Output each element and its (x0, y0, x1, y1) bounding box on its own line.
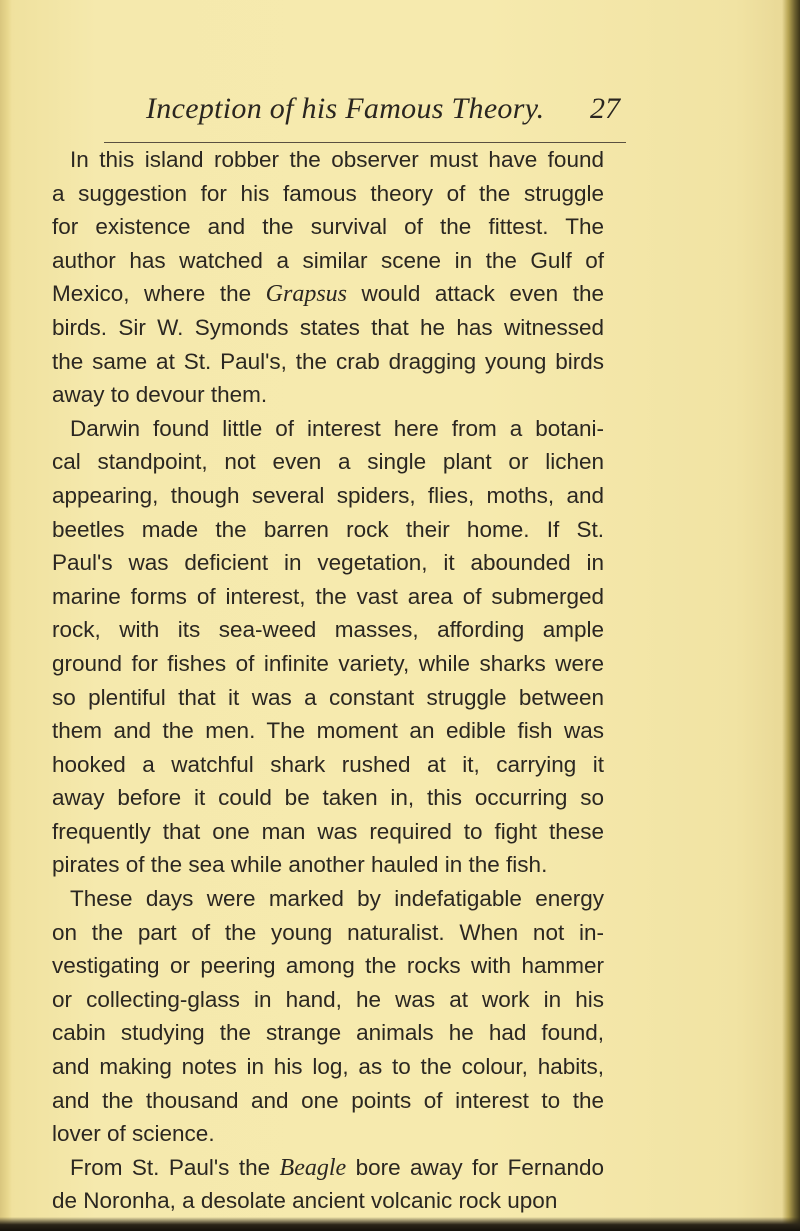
text-line: for existence and the survival of the fittest. The (52, 214, 604, 240)
running-title: Inception of his Famous Theory. (146, 92, 545, 125)
text-line: cal standpoint, not even a single plant or lichen (52, 449, 604, 475)
text-line: From St. Paul's the Beagle bore away for Fernando (70, 1154, 604, 1181)
text-line: beetles made the barren rock their home. If St. (52, 516, 604, 542)
text-line: These days were marked by indefatigable energy (70, 886, 604, 912)
text-line: rock, with its sea-weed masses, affording ample (52, 617, 604, 643)
text-line: and the thousand and one points of interest to the (52, 1087, 604, 1113)
page-number: 27 (590, 92, 620, 125)
page-gutter-shadow (0, 0, 12, 1231)
text-line: away before it could be taken in, this occurring so (52, 785, 604, 811)
text-line: birds. Sir W. Symonds states that he has witnessed (52, 314, 604, 340)
running-header (68, 88, 628, 128)
text-line: lover of science. (52, 1121, 215, 1147)
text-line: or collecting-glass in hand, he was at work in his (52, 986, 604, 1012)
body-text (52, 143, 604, 1218)
italic-grapsus: Grapsus (265, 281, 348, 308)
text-line: Paul's was deficient in vegetation, it abounded in (52, 550, 604, 576)
text-line: vestigating or peering among the rocks with hammer (52, 953, 604, 979)
text-line: appearing, though several spiders, flies, moths, and (52, 482, 604, 508)
text-line: In this island robber the observer must have found (70, 147, 604, 172)
italic-beagle: Beagle (279, 1154, 347, 1181)
text-line: pirates of the sea while another hauled in the fish. (52, 852, 548, 878)
text-line: and making notes in his log, as to the colour, habits, (52, 1054, 604, 1080)
text-line: so plentiful that it was a constant struggle between (52, 684, 604, 710)
page-edge-shadow (782, 0, 800, 1231)
text-line: Darwin found little of interest here from a botani- (70, 415, 604, 441)
text-line: frequently that one man was required to fight these (52, 818, 604, 844)
page-bottom-shadow (0, 1217, 800, 1231)
text-line: a suggestion for his famous theory of the struggle (52, 180, 604, 206)
text-line: away to devour them. (52, 382, 268, 408)
text-line: on the part of the young naturalist. When not in- (52, 919, 604, 945)
text-line: author has watched a similar scene in the Gulf of (52, 247, 604, 273)
text-line: Mexico, where the Grapsus would attack even the (52, 281, 604, 308)
text-line: them and the men. The moment an edible fish was (52, 718, 604, 744)
text-line: marine forms of interest, the vast area of submerged (52, 583, 604, 609)
text-line: de Noronha, a desolate ancient volcanic rock upon (52, 1188, 558, 1214)
text-line: the same at St. Paul's, the crab dragging young birds (52, 348, 604, 374)
text-line: cabin studying the strange animals he had found, (52, 1020, 604, 1046)
text-line: hooked a watchful shark rushed at it, carrying it (52, 751, 604, 777)
text-line: ground for fishes of infinite variety, while sharks were (52, 650, 604, 676)
